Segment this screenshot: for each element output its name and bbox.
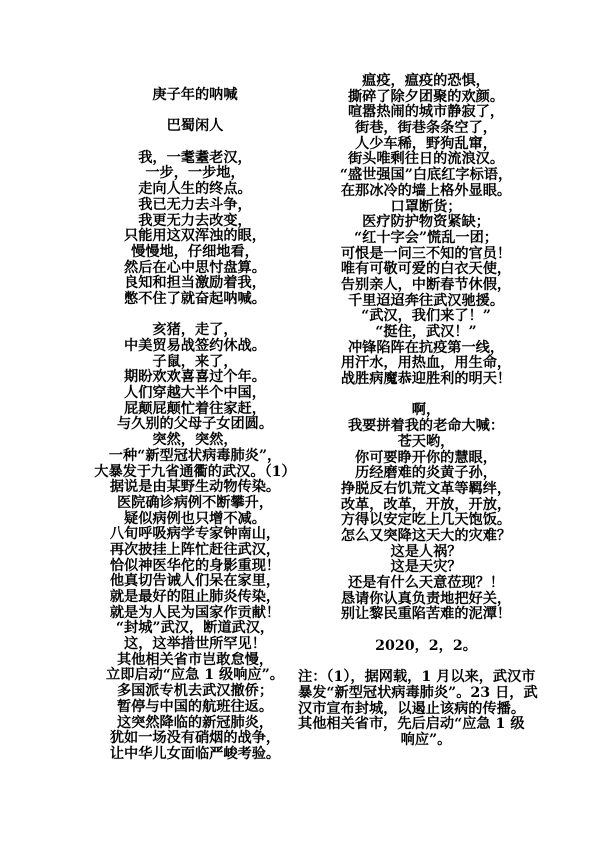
poem-line: 撕碎了除夕团聚的欢颜。	[347, 88, 505, 105]
poem-line: 然后在心中思忖盘算。	[124, 259, 266, 276]
poem-date: 2020，2，2。	[375, 637, 477, 654]
poem-line: 慢慢地，仔细地看，	[131, 243, 259, 260]
poem-line: 口罩断货；	[390, 198, 462, 215]
spacer	[298, 654, 554, 670]
spacer	[55, 135, 335, 151]
poem-line: 就是为人民为国家作贡献！	[109, 604, 281, 621]
poem-line: 人们穿越大半个中国，	[124, 385, 266, 402]
spacer	[298, 623, 554, 639]
poem-line: “武汉，我们来了！”	[361, 308, 491, 325]
poem-line: 中美贸易战签约休战。	[124, 338, 266, 354]
poem-line: 医院确诊病例不断攀升，	[116, 494, 274, 511]
footnote	[298, 670, 554, 748]
poem-line: 立即启动“应急 1 级响应”。	[106, 667, 284, 684]
poem-line: 还是有什么天意莅现？！	[347, 575, 505, 591]
footnote-line: 响应”。	[400, 731, 452, 748]
poem-line: “盛世强国”白底红字标语，	[339, 167, 513, 184]
poem-line: 冲锋陷阵在抗疫第一线，	[347, 339, 505, 356]
poem-line: 街巷，街巷条条空了，	[355, 120, 497, 137]
footnote-line: 注：（1），据网载，1 月以来，武汉市	[298, 669, 536, 686]
poem-line: 突然，突然，	[152, 432, 238, 449]
stanza-4	[298, 403, 554, 623]
poem-line: 我已无力去斗争，	[138, 196, 252, 213]
poem-line: 这，这举措世所罕见！	[124, 636, 266, 653]
poem-line: 挣脱反右饥荒文革等羁绊，	[340, 480, 512, 497]
poem-line: “红十字会”慌乱一团；	[353, 229, 498, 246]
poem-line: 我更无力去改变，	[138, 212, 252, 229]
poem-line: 方得以安定吃上几天饱饭。	[340, 512, 512, 529]
right-column	[298, 74, 554, 749]
poem-line: 大暴发于九省通衢的武汉。（1）	[94, 463, 296, 480]
poem-line: 只能用这双浑浊的眼，	[124, 228, 266, 245]
poem-line: 走向人生的终点。	[138, 181, 252, 198]
poem-line: 这是天灾？	[390, 559, 462, 576]
poem-line: 再次披挂上阵忙赶往武汉，	[109, 541, 281, 558]
left-column	[55, 88, 335, 763]
poem-line: 街头唯剩往日的流浪汉。	[347, 151, 505, 168]
poem-line: 子鼠，来了，	[152, 353, 238, 370]
poem-line: 唯有可敬可爱的白衣天使，	[340, 261, 512, 278]
poem-line: 期盼欢欢喜喜过个年。	[124, 369, 266, 386]
poem-line: 与久别的父母子女团圆。	[116, 416, 274, 433]
poem-line: 八旬呼吸病学专家钟南山，	[109, 526, 281, 543]
poem-line: 你可要睁开你的慧眼，	[355, 449, 497, 466]
poem-line: 据说是由某野生动物传染。	[109, 479, 281, 496]
poem-line: 一步，一步地，	[145, 165, 245, 182]
stanza-2	[55, 323, 335, 762]
footnote-line: 暴发“新型冠状病毒肺炎”。23 日，武	[298, 684, 538, 701]
poem-line: 让中华儿女面临严峻考验。	[109, 745, 281, 762]
footnote-line: 汉市宣布封城，以遏止该病的传播。	[298, 700, 526, 717]
poem-line: 苍天哟，	[397, 433, 455, 450]
spacer	[298, 388, 554, 404]
poem-line: “封城”武汉，断道武汉，	[115, 620, 275, 637]
spacer	[55, 308, 335, 324]
poem-line: 一种“新型冠状病毒肺炎”，	[108, 447, 282, 464]
poem-line: 疑似病例也只增不减。	[124, 510, 266, 527]
poem-line: 别让黎民重陷苦难的泥潭！	[340, 606, 512, 623]
footnote-line: 其他相关省市，先后启动“应急 1 级	[298, 716, 525, 733]
stanza-3	[298, 74, 554, 388]
poem-line: 多国派专机去武汉撤侨；	[116, 683, 274, 700]
poem-line: 千里迢迢奔往武汉驰援。	[347, 292, 505, 309]
poem-line: 憋不住了就奋起呐喊。	[124, 290, 266, 307]
poem-line: 历经磨难的炎黄子孙，	[355, 465, 497, 482]
poem-line: 用汗水，用热血，用生命，	[340, 355, 512, 372]
poem-line: 暂停与中国的航班往返。	[116, 698, 274, 715]
poem-line: 其他相关省市岂敢怠慢，	[116, 651, 274, 668]
poem-line: 告别亲人，中断春节休假，	[340, 276, 512, 293]
poem-line: 怎么又突降这天大的灾难？	[340, 527, 512, 544]
poem-title: 庚子年的呐喊	[152, 87, 238, 103]
poem-line: 可恨是一问三不知的官员！	[340, 245, 512, 262]
poem-line: 战胜病魔恭迎胜利的明天！	[340, 371, 512, 388]
poem-line: 啊，	[411, 402, 441, 419]
poem-line: 恳请你认真负责地把好关，	[340, 590, 512, 607]
poem-line: 在那冰冷的墙上格外显眼。	[340, 182, 512, 199]
poem-line: 人少车稀，野狗乱窜，	[355, 135, 497, 152]
poem-line: 我，一耄耋老汉，	[138, 149, 252, 166]
poem-line: 就是最好的阻止肺炎传染，	[109, 589, 281, 605]
poem-line: 我要拼着我的老命大喊：	[347, 418, 505, 435]
poem-line: 瘟疫，瘟疫的恐惧，	[362, 73, 490, 89]
poem-line: 他真切告诫人们呆在家里，	[109, 573, 281, 590]
stanza-1	[55, 151, 335, 308]
poem-line: 这是人祸？	[390, 543, 462, 560]
poem-line: 犹如一场没有硝烟的战争，	[109, 730, 281, 747]
poem-line: 良知和担当激励着我，	[124, 275, 266, 292]
poem-line: 屁颠屁颠忙着往家赶，	[124, 400, 266, 417]
poem-line: “挺住，武汉！”	[375, 324, 477, 340]
poem-line: 喧嚣热闹的城市静寂了，	[347, 104, 505, 121]
poem-line: 改革，改革，开放，开放，	[340, 496, 512, 513]
poem-line: 恰似神医华佗的身影重现！	[109, 557, 281, 574]
poem-author: 巴蜀闲人	[166, 118, 224, 135]
poem-line: 医疗防护物资紧缺；	[362, 214, 490, 231]
poem-line: 亥猪，走了，	[152, 322, 238, 339]
poem-line: 这突然降临的新冠肺炎，	[116, 714, 274, 731]
